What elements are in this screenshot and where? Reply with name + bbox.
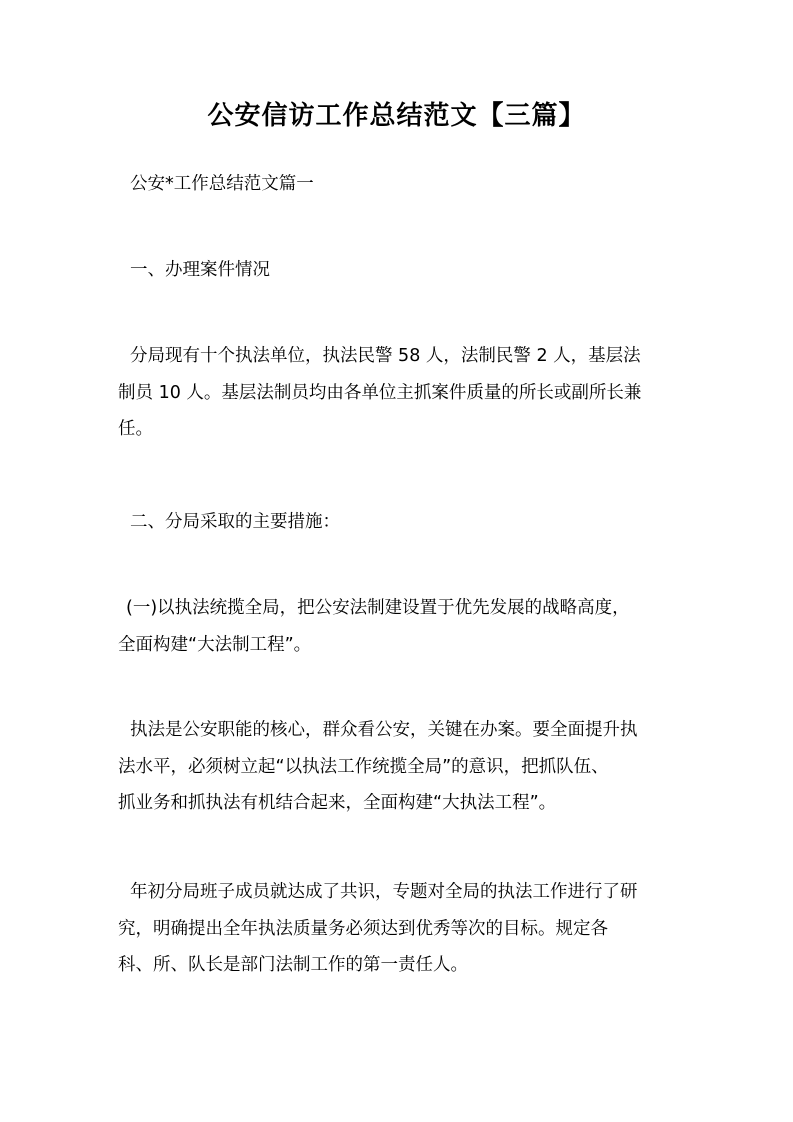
document-title: 公安信访工作总结范文【三篇】 <box>207 101 586 131</box>
paragraph-annual-consensus <box>118 874 678 984</box>
paragraph-line: 究，明确提出全年执法质量务必须达到优秀等次的目标。规定各 <box>118 918 608 939</box>
paragraph-line: 任。 <box>118 419 153 439</box>
paragraph-line: 分局现有十个执法单位，执法民警 58 人，法制民警 2 人，基层法 <box>130 346 641 366</box>
paragraph-line: 执法是公安职能的核心，群众看公安，关键在办案。要全面提升执 <box>130 720 638 740</box>
document-subtitle: 公安*工作总结范文篇一 <box>130 174 314 194</box>
section-heading-main-measures: 二、分局采取的主要措施： <box>130 512 340 532</box>
paragraph-measure-one <box>118 590 678 663</box>
paragraph-line: 科、所、队长是部门法制工作的第一责任人。 <box>118 955 468 975</box>
paragraph-line: (一)以执法统揽全局，把公安法制建设置于优先发展的战略高度， <box>126 598 630 618</box>
paragraph-enforcement-core <box>118 712 678 822</box>
section-heading-case-handling: 一、办理案件情况 <box>130 260 270 280</box>
paragraph-line: 法水平，必须树立起“以执法工作统揽全局”的意识，把抓队伍、 <box>118 756 609 777</box>
paragraph-line: 抓业务和抓执法有机结合起来，全面构建“大执法工程”。 <box>118 793 557 813</box>
paragraph-unit-overview <box>118 338 678 448</box>
paragraph-line: 全面构建“大法制工程”。 <box>118 634 312 655</box>
paragraph-line: 年初分局班子成员就达成了共识，专题对全局的执法工作进行了研 <box>130 882 638 902</box>
paragraph-line: 制员 10 人。基层法制员均由各单位主抓案件质量的所长或副所长兼 <box>118 382 642 403</box>
